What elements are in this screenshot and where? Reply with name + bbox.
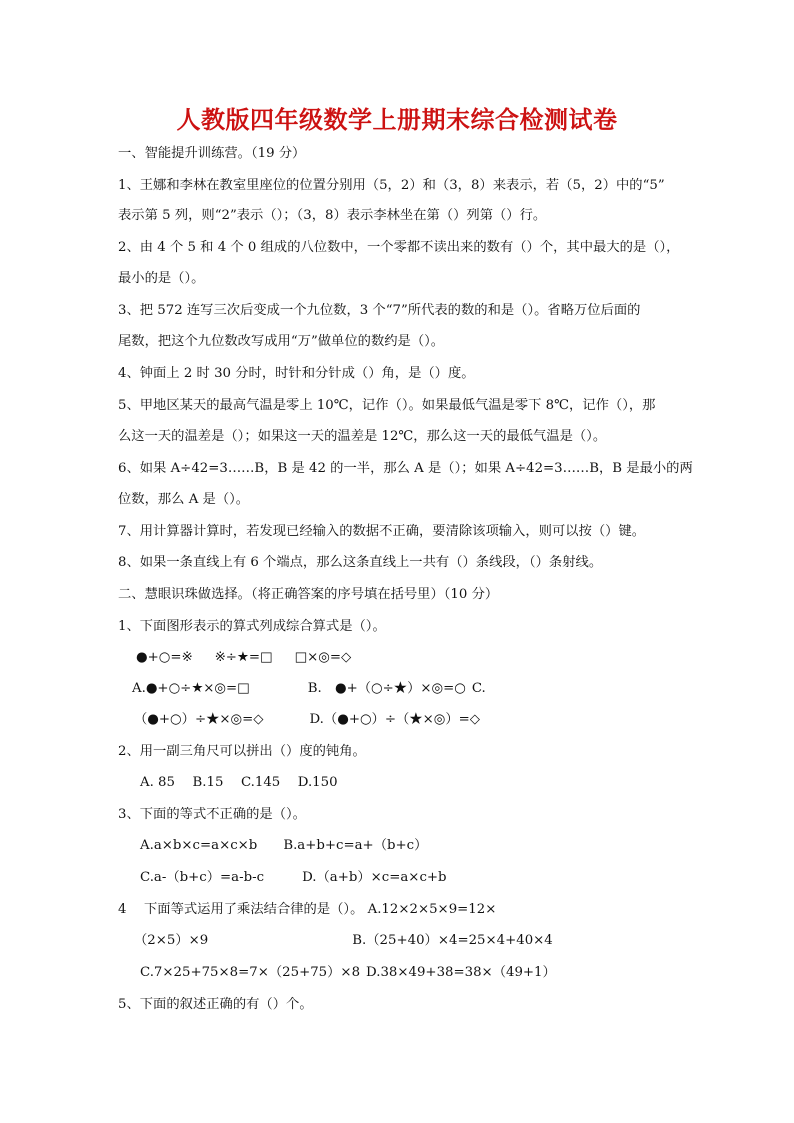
s1-q6-line2: 位数，那么 A 是（）。: [118, 492, 250, 507]
s2-q4-option-d: D.38×49+38=38×（49+1）: [366, 965, 556, 980]
section2-heading: 二、慧眼识珠做选择。（将正确答案的序号填在括号里）（10 分）: [118, 587, 499, 602]
s2-q1-options-row2: [134, 710, 704, 730]
s1-q2-line2: 最小的是（）。: [118, 271, 205, 286]
s2-q3-option-a: A.a×b×c=a×c×b: [140, 838, 258, 853]
s2-q3-option-c: C.a-（b+c）=a-b-c: [140, 870, 265, 885]
s1-q3-line1: 3、把 572 连写三次后变成一个九位数，3 个“7”所代表的数的和是（）。省略万位后面的: [118, 303, 641, 318]
s2-q1-options-row1: [132, 679, 702, 699]
s2-q2-options: A. 85 B.15 C.145 D.150: [140, 775, 338, 790]
s2-q1-option-c-body: （●+○）÷★×◎=◇: [134, 712, 264, 727]
s2-q3-stem: 3、下面的等式不正确的是（）。: [118, 807, 306, 822]
s2-q1-given: [136, 648, 706, 668]
s2-q1-stem: 1、下面图形表示的算式列成综合算式是（）。: [118, 619, 386, 634]
s2-q1-option-b: B. ●+（○÷★）×◎=○: [307, 681, 466, 696]
s1-q1-line2: 表示第 5 列，则“2”表示（）；（3，8）表示李林坐在第（）列第（）行。: [118, 208, 547, 223]
section1-heading: 一、智能提升训练营。（19 分）: [118, 146, 306, 161]
s2-q1-option-c-label: C.: [471, 681, 486, 696]
s2-q2-stem: 2、用一副三角尺可以拼出（）度的钝角。: [118, 744, 366, 759]
s2-q4-option-b: B.（25+40）×4=25×4+40×4: [352, 933, 553, 948]
exam-title: 人教版四年级数学上册期末综合检测试卷: [176, 106, 618, 134]
s2-q1-option-d: D.（●+○）÷（★×◎）=◇: [309, 712, 480, 727]
s1-q8-line1: 8、如果一条直线上有 6 个端点，那么这条直线上一共有（）条线段，（）条射线。: [118, 555, 603, 570]
s2-q4-options-row2: [140, 963, 710, 983]
s1-q7-line1: 7、用计算器计算时，若发现已经输入的数据不正确，要清除该项输入，则可以按（）键。: [118, 524, 646, 539]
s2-q3-options-row2: [140, 868, 710, 888]
s1-q5-line2: 么这一天的温差是（）；如果这一天的温差是 12℃，那么这一天的最低气温是（）。: [118, 429, 607, 444]
s2-q3-options-row1: [140, 836, 710, 856]
s1-q1-line1: 1、王娜和李林在教室里座位的位置分别用（5，2）和（3，8）来表示，若（5，2）中的“5”: [118, 178, 665, 193]
s1-q5-line1: 5、甲地区某天的最高气温是零上 10℃，记作（）。如果最低气温是零下 8℃，记作（），那: [118, 398, 656, 413]
s1-q6-line1: 6、如果 A÷42=3……B，B 是 42 的一半，那么 A 是（）；如果 A÷42=3……B，B 是最小的两: [118, 461, 693, 476]
s2-q4-stem: 4 下面等式运用了乘法结合律的是（）。 A.12×2×5×9=12×: [118, 902, 497, 917]
s2-q5-stem: 5、下面的叙述正确的有（）个。: [118, 997, 313, 1012]
s1-q2-line1: 2、由 4 个 5 和 4 个 0 组成的八位数中，一个零都不读出来的数有（）个，其中最大的是（），: [118, 240, 680, 255]
s2-q1-option-a: A.●+○÷★×◎=□: [132, 681, 250, 696]
s2-q3-option-b: B.a+b+c=a+（b+c）: [283, 838, 428, 853]
s2-q1-given-b: ※÷★=□: [214, 650, 273, 665]
s1-q3-line2: 尾数，把这个九位数改写成用“万”做单位的数约是（）。: [118, 334, 445, 349]
s2-q3-option-d: D.（a+b）×c=a×c+b: [302, 870, 447, 885]
s2-q1-given-c: □×◎=◇: [294, 650, 352, 665]
s1-q4-line1: 4、钟面上 2 时 30 分时，时针和分针成（）角，是（）度。: [118, 366, 475, 381]
s2-q1-given-a: ●+○=※: [136, 650, 193, 665]
s2-q4-options-row1: [134, 931, 704, 951]
s2-q4-option-c: C.7×25+75×8=7×（25+75）×8: [140, 965, 361, 980]
s2-q4-option-a-cont: （2×5）×9: [134, 933, 209, 948]
